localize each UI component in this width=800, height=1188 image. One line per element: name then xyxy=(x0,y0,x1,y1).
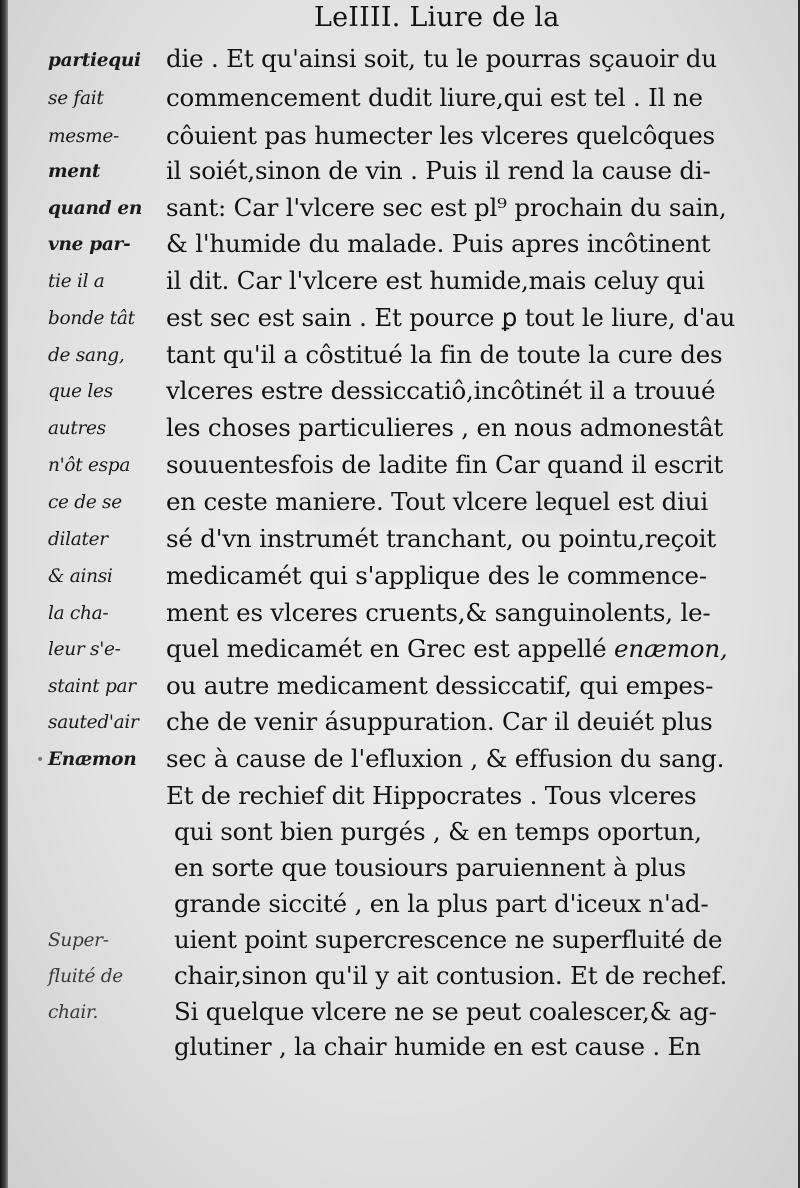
text-line: medicamét qui s'applique des le commence- xyxy=(166,561,707,590)
text-line: grande siccité , en la plus part d'iceux n'ad- xyxy=(174,889,709,918)
text-line: ou autre medicament dessiccatif, qui empes- xyxy=(166,671,714,700)
margin-note: & ainsi xyxy=(48,566,113,587)
text-line: en sorte que tousiours paruiennent à plus xyxy=(174,853,687,882)
text-line: glutiner , la chair humide en est cause . En xyxy=(174,1032,701,1061)
book-page xyxy=(8,0,798,1188)
text-line: ment es vlceres cruents,& sanguinolents, le- xyxy=(166,598,711,627)
text-line: sant: Car l'vlcere sec est pl⁹ prochain du sain, xyxy=(166,193,727,222)
margin-note: mesme- xyxy=(48,126,119,147)
text-line: tant qu'il a côstitué la fin de toute la cure des xyxy=(166,340,723,369)
margin-note: que les xyxy=(48,381,113,402)
margin-pointer-mark: • xyxy=(36,752,45,768)
margin-note: n'ôt espa xyxy=(48,455,131,476)
text-line: commencement dudit liure,qui est tel . Il ne xyxy=(166,83,703,112)
margin-note: de sang, xyxy=(48,345,125,366)
margin-note: quand en xyxy=(48,198,143,219)
text-line: est sec est sain . Et pource ꝑ tout le liure, d'au xyxy=(166,303,736,332)
margin-note: se fait xyxy=(48,88,104,109)
text-line: en ceste maniere. Tout vlcere lequel est diui xyxy=(166,487,708,516)
margin-note: partiequi xyxy=(48,50,141,71)
text-line: les choses particulieres , en nous admonestât xyxy=(166,413,724,442)
text-line: sé d'vn instrumét tranchant, ou pointu,reçoit xyxy=(166,524,716,553)
text-line: vlceres estre dessiccatiô,incôtinét il a trouué xyxy=(166,376,716,405)
text-line: uient point supercrescence ne superfluité de xyxy=(174,925,723,954)
margin-note: la cha- xyxy=(48,603,109,624)
text-line: qui sont bien purgés , & en temps oportun, xyxy=(174,817,702,846)
margin-note: bonde tât xyxy=(48,308,135,329)
margin-note: ce de se xyxy=(48,492,122,513)
text-line: Et de rechief dit Hippocrates . Tous vlceres xyxy=(166,781,697,810)
text-line: côuient pas humecter les vlceres quelcôques xyxy=(166,121,715,150)
margin-note: chair. xyxy=(48,1002,99,1023)
margin-note: fluité de xyxy=(48,966,123,987)
margin-note: ment xyxy=(48,161,101,182)
text-line: souuentesfois de ladite fin Car quand il escrit xyxy=(166,450,724,479)
margin-note: Enæmon xyxy=(48,749,137,770)
margin-note: tie il a xyxy=(48,271,105,292)
text-line: sec à cause de l'efluxion , & effusion du sang. xyxy=(166,744,725,773)
running-head: LeIIII. Liure de la xyxy=(314,2,560,33)
page-gutter-shadow xyxy=(0,0,8,1188)
margin-note: staint par xyxy=(48,676,136,697)
text-line: & l'humide du malade. Puis apres incôtinent xyxy=(166,229,711,258)
margin-note: dilater xyxy=(48,529,108,550)
text-line: die . Et qu'ainsi soit, tu le pourras sçauoir du xyxy=(166,44,717,73)
text-line: che de venir ásuppuration. Car il deuiét plus xyxy=(166,707,713,736)
margin-note: vne par- xyxy=(48,234,131,255)
text-line: il soiét,sinon de vin . Puis il rend la cause di- xyxy=(166,156,711,185)
greek-term: enæmon, xyxy=(614,634,728,663)
margin-note: Super- xyxy=(48,930,109,951)
text-line: quel medicamét en Grec est appellé enæmon, xyxy=(166,634,728,663)
text-line: Si quelque vlcere ne se peut coalescer,& ag- xyxy=(174,997,717,1026)
text-line: chair,sinon qu'il y ait contusion. Et de rechef. xyxy=(174,961,728,990)
margin-note: leur s'e- xyxy=(48,639,121,660)
margin-note: autres xyxy=(48,418,106,439)
margin-note: sauted'air xyxy=(48,712,139,733)
text-line: il dit. Car l'vlcere est humide,mais celuy qui xyxy=(166,266,705,295)
